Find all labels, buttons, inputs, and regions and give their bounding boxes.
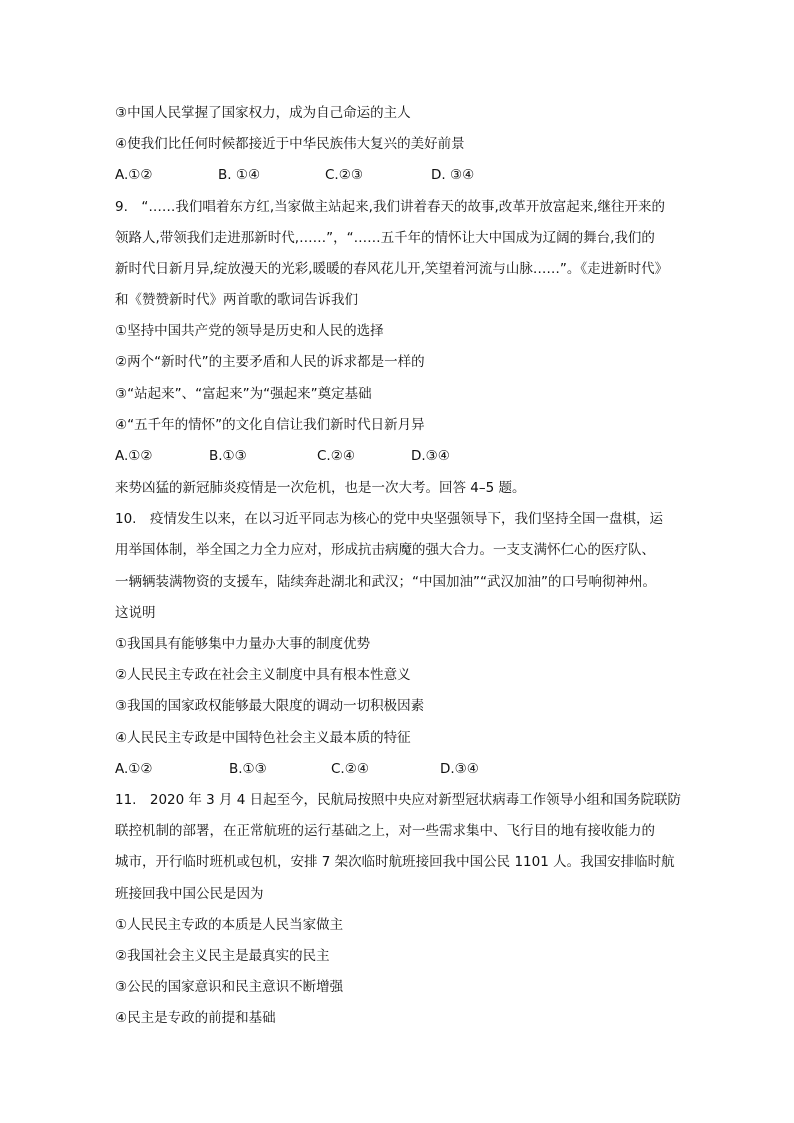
q8-choice-b: B. ①④ xyxy=(218,167,261,183)
q9-stem-line-2: 领路人,带领我们走进那新时代,……”，“……五千年的情怀让大中国成为辽阔的舞台,我们的 xyxy=(115,230,655,246)
q11-stem-line-4: 班接回我中国公民是因为 xyxy=(115,886,264,902)
q9-stem-line-1: 9. “……我们唱着东方红,当家做主站起来,我们讲着春天的故事,改革开放富起来,继往开来的 xyxy=(115,199,666,215)
q9-stem-line-4: 和《赞赞新时代》两首歌的歌词告诉我们 xyxy=(115,292,358,308)
q8-option-4: ④使我们比任何时候都接近于中华民族伟大复兴的美好前景 xyxy=(115,136,465,152)
q9-option-2: ②两个“新时代”的主要矛盾和人民的诉求都是一样的 xyxy=(115,354,425,370)
q11-option-4: ④民主是专政的前提和基础 xyxy=(115,1010,276,1026)
q10-choice-b: B.①③ xyxy=(229,761,267,777)
q10-stem-line-1: 10. 疫情发生以来，在以习近平同志为核心的党中央坚强领导下，我们坚持全国一盘棋，运 xyxy=(115,511,663,527)
q10-option-4: ④人民民主专政是中国特色社会主义最本质的特征 xyxy=(115,730,411,746)
q8-choice-a: A.①② xyxy=(115,167,153,183)
q9-stem-line-3: 新时代日新月异,绽放漫天的光彩,暖暖的春风花儿开,笑望着河流与山脉……”。《走进新时代》 xyxy=(115,261,669,277)
q9-choice-d: D.③④ xyxy=(411,448,450,464)
q11-option-1: ①人民民主专政的本质是人民当家做主 xyxy=(115,917,344,933)
q10-stem-line-3: 一辆辆装满物资的支援车，陆续奔赴湖北和武汉；“中国加油”“武汉加油”的口号响彻神州。 xyxy=(115,574,656,590)
q11-stem-line-1: 11. 2020 年 3 月 4 日起至今，民航局按照中央应对新型冠状病毒工作领导小组和国务院联防 xyxy=(115,792,681,808)
q9-choice-a: A.①② xyxy=(115,448,153,464)
q9-option-4: ④“五千年的情怀”的文化自信让我们新时代日新月异 xyxy=(115,417,425,433)
q11-option-3: ③公民的国家意识和民主意识不断增强 xyxy=(115,979,344,995)
q11-stem-line-2: 联控机制的部署，在正常航班的运行基础之上，对一些需求集中、飞行目的地有接收能力的 xyxy=(115,823,655,839)
q10-option-1: ①我国具有能够集中力量办大事的制度优势 xyxy=(115,636,371,652)
q11-stem-line-3: 城市，开行临时班机或包机，安排 7 架次临时航班接回我中国公民 1101 人。我国安排临时航 xyxy=(115,854,675,870)
q8-option-3: ③中国人民掌握了国家权力，成为自己命运的主人 xyxy=(115,105,411,121)
q11-option-2: ②我国社会主义民主是最真实的民主 xyxy=(115,948,330,964)
q9-choice-c: C.②④ xyxy=(317,448,355,464)
q10-choice-c: C.②④ xyxy=(331,761,369,777)
q10-stem-line-2: 用举国体制，举全国之力全力应对，形成抗击病魔的强大合力。一支支满怀仁心的医疗队、 xyxy=(115,542,655,558)
q8-choice-c: C.②③ xyxy=(325,167,363,183)
q8-choice-d: D. ③④ xyxy=(431,167,475,183)
q10-stem-line-4: 这说明 xyxy=(115,605,156,621)
q9-option-1: ①坚持中国共产党的领导是历史和人民的选择 xyxy=(115,323,384,339)
q10-choice-a: A.①② xyxy=(115,761,153,777)
q10-option-3: ③我国的国家政权能够最大限度的调动一切积极因素 xyxy=(115,698,425,714)
q10-option-2: ②人民民主专政在社会主义制度中具有根本性意义 xyxy=(115,667,411,683)
q9-option-3: ③“站起来”、“富起来”为“强起来”奠定基础 xyxy=(115,386,372,402)
q9-choice-b: B.①③ xyxy=(209,448,247,464)
q10-choice-d: D.③④ xyxy=(440,761,479,777)
section-intro: 来势凶猛的新冠肺炎疫情是一次危机，也是一次大考。回答 4–5 题。 xyxy=(115,480,526,496)
